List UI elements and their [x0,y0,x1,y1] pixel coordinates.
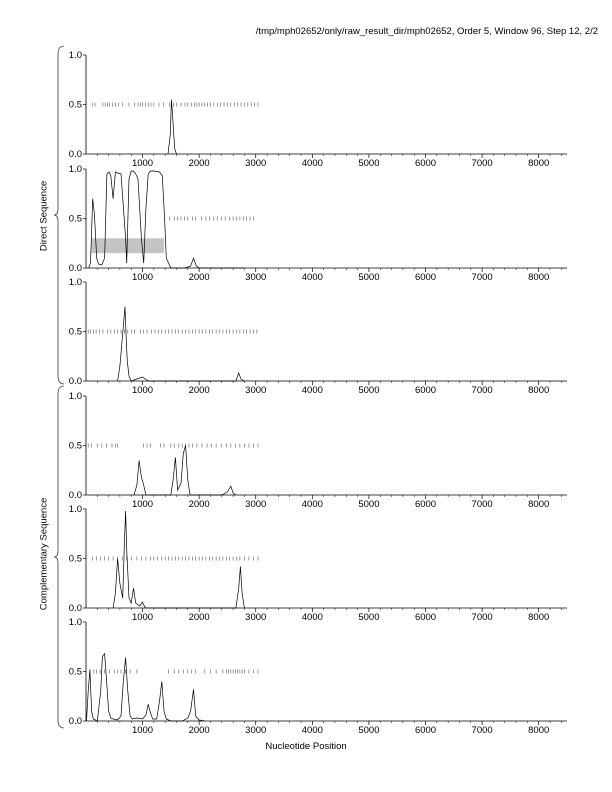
x-tick-label: 4000 [301,612,323,623]
x-tick-label: 3000 [245,499,267,510]
y-tick-label: 1.0 [68,164,82,175]
x-tick-label: 7000 [471,272,493,283]
x-tick-label: 5000 [358,612,380,623]
x-tick-label: 3000 [245,725,267,736]
x-tick-label: 5000 [358,385,380,396]
group-label-complementary: Complementary Sequence [38,497,50,611]
y-tick-label: 0.5 [68,553,82,565]
panel-3 [69,277,567,396]
series-line [89,171,245,268]
x-tick-label: 1000 [131,725,154,736]
x-tick-label: 1000 [131,272,154,283]
x-tick-label: 6000 [414,158,437,169]
x-tick-label: 2000 [188,385,210,396]
x-tick-label: 8000 [528,499,550,510]
x-axis-label: Nucleotide Position [265,741,347,752]
x-tick-label: 2000 [188,158,210,169]
x-tick-label: 8000 [528,385,550,396]
x-tick-label: 7000 [471,158,493,169]
series-line [134,446,236,496]
x-tick-label: 4000 [301,272,323,283]
panel-6 [69,617,567,736]
x-tick-label: 7000 [471,385,493,396]
highlight-band [92,238,164,253]
series-line [168,100,177,155]
x-tick-label: 5000 [358,725,380,736]
x-tick-label: 3000 [245,158,267,169]
y-tick-label: 1.0 [68,277,82,288]
y-tick-label: 0.0 [68,603,82,614]
x-tick-label: 5000 [358,499,380,510]
y-tick-label: 0.0 [68,263,82,274]
x-tick-label: 2000 [188,499,210,510]
x-tick-label: 4000 [301,499,323,510]
brace-direct [54,46,64,384]
x-tick-label: 2000 [188,725,210,736]
plot-header: /tmp/mph02652/only/raw_result_dir/mph02652, Order 5, Window 96, Step 12, 2/2 [255,26,598,37]
panel-2 [69,164,567,283]
x-tick-label: 6000 [414,272,437,283]
x-tick-label: 1000 [131,499,154,510]
x-tick-label: 1000 [131,612,154,623]
x-tick-label: 5000 [358,272,380,283]
series-line [87,654,205,721]
x-tick-label: 5000 [358,158,380,169]
x-tick-label: 7000 [471,612,493,623]
x-tick-label: 1000 [131,385,154,396]
x-tick-label: 8000 [528,158,550,169]
y-tick-label: 0.0 [68,149,82,160]
x-tick-label: 7000 [471,499,493,510]
x-tick-label: 6000 [414,499,437,510]
y-tick-label: 1.0 [68,504,82,515]
x-tick-label: 4000 [301,158,323,169]
x-tick-label: 3000 [245,612,267,623]
y-tick-label: 0.0 [68,376,82,387]
panel-5 [69,504,567,623]
x-tick-label: 6000 [414,612,437,623]
x-tick-label: 4000 [301,385,323,396]
x-tick-label: 6000 [414,385,437,396]
y-tick-label: 0.5 [68,666,82,678]
y-tick-label: 1.0 [68,50,82,61]
x-tick-label: 3000 [245,385,267,396]
brace-complementary [54,386,64,728]
x-tick-label: 3000 [245,272,267,283]
y-tick-label: 0.5 [68,326,82,338]
x-tick-label: 4000 [301,725,323,736]
y-tick-label: 1.0 [68,391,82,402]
x-tick-label: 2000 [188,272,210,283]
x-tick-label: 8000 [528,272,550,283]
x-tick-label: 8000 [528,612,550,623]
x-tick-label: 2000 [188,612,210,623]
y-tick-label: 0.5 [68,213,82,225]
y-tick-label: 0.5 [68,440,82,452]
x-tick-label: 6000 [414,725,437,736]
series-line [118,307,245,381]
panel-4 [69,391,567,510]
x-tick-label: 1000 [131,158,154,169]
group-label-direct: Direct Sequence [38,180,50,252]
y-tick-label: 0.0 [68,490,82,501]
panel-1 [69,50,567,169]
x-tick-label: 8000 [528,725,550,736]
x-tick-label: 7000 [471,725,493,736]
y-tick-label: 1.0 [68,617,82,628]
y-tick-label: 0.0 [68,716,82,727]
y-tick-label: 0.5 [68,99,82,111]
